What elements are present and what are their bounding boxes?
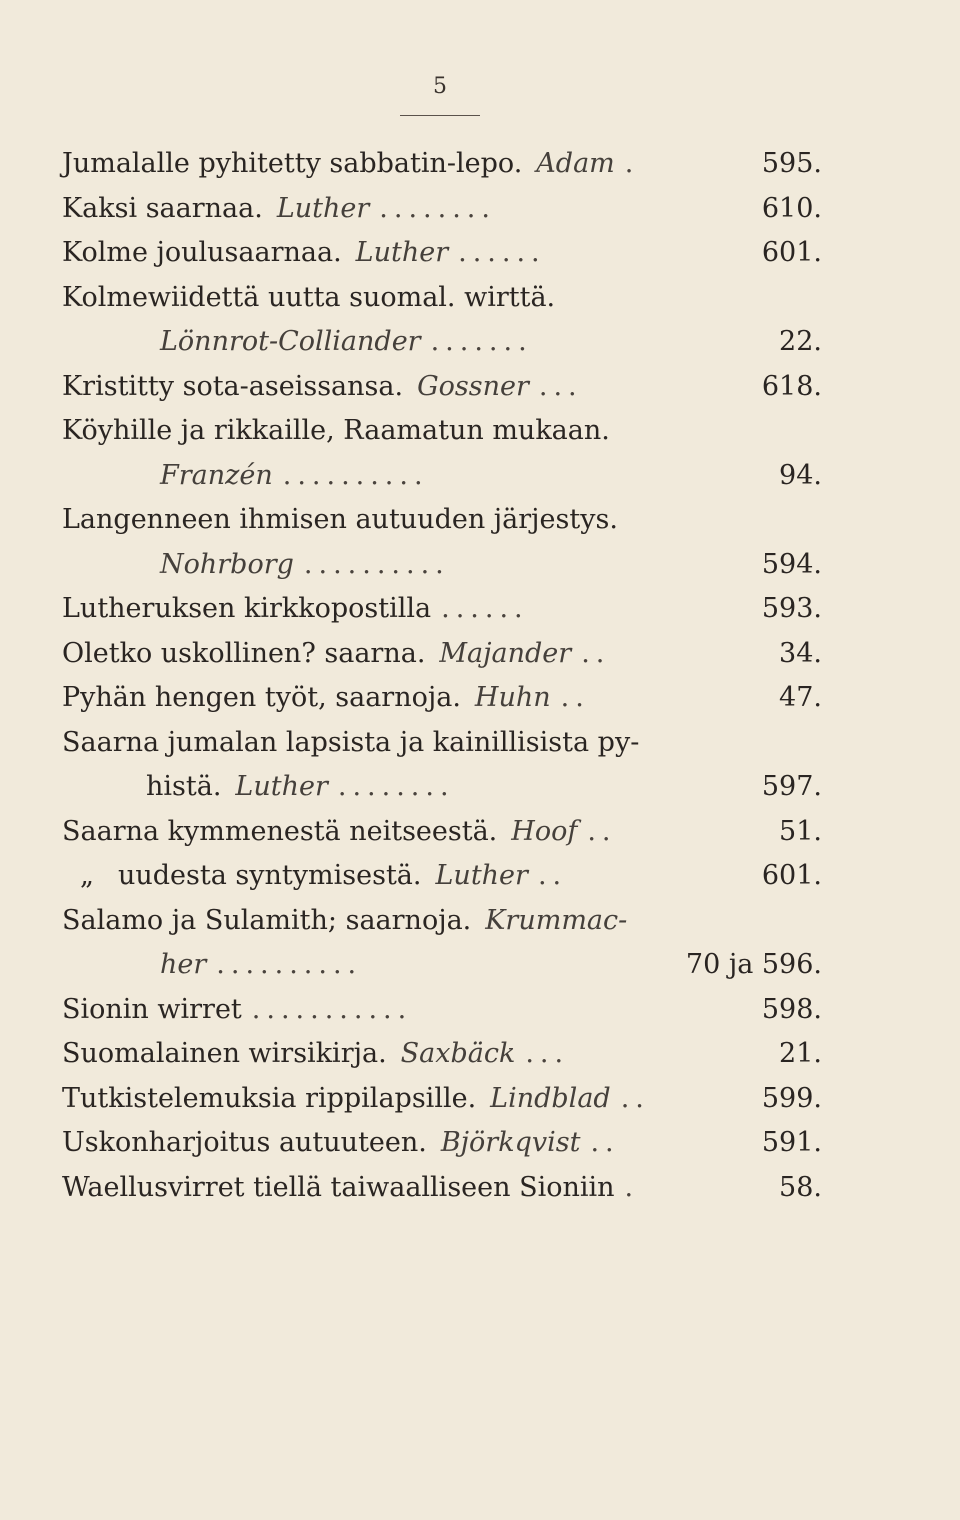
dot-leader: ...........	[251, 993, 413, 1025]
entry-title: histä.	[146, 771, 222, 802]
dot-leader: ..	[587, 815, 617, 847]
entry-page-number: 21.	[779, 1038, 822, 1069]
index-entry	[62, 320, 822, 365]
dot-leader: .......	[430, 326, 533, 357]
index-entry	[62, 721, 822, 766]
dot-leader: ..	[620, 1082, 650, 1114]
index-entry	[62, 409, 822, 454]
entry-author: Gossner	[417, 370, 529, 402]
entry-author: Nohrborg	[160, 548, 294, 580]
entry-page-number: 47.	[779, 682, 822, 713]
index-entry	[62, 276, 822, 321]
entry-author: Luther	[276, 192, 370, 224]
dot-leader: ........	[379, 192, 496, 224]
entry-title: Tutkistelemuksia rippilapsille.	[62, 1082, 477, 1114]
entry-title: Sionin wirret	[62, 993, 242, 1025]
entry-page-number: 618.	[761, 370, 822, 402]
dot-leader: .	[624, 148, 640, 179]
entry-page-number: 594.	[761, 548, 822, 580]
entry-page-number: 51.	[779, 815, 822, 847]
entry-page-number: 599.	[761, 1082, 822, 1114]
index-entry	[62, 365, 822, 410]
entry-title: Saarna jumalan lapsista ja kainillisista py-	[62, 726, 640, 758]
entry-page-number: 593.	[761, 593, 822, 624]
index-entry	[62, 810, 822, 855]
entry-author: Franzén	[160, 459, 273, 491]
entry-page-number: 94.	[779, 459, 822, 491]
entry-title: Kristitty sota-aseissansa.	[62, 370, 404, 402]
entry-title: Pyhän hengen työt, saarnoja.	[62, 682, 461, 713]
entry-author: her	[160, 949, 207, 980]
entry-page-number: 595.	[761, 148, 822, 179]
entry-author: Krummac-	[485, 904, 628, 936]
entry-page-number: 58.	[779, 1171, 822, 1203]
entry-title: Uskonharjoitus autuuteen.	[62, 1127, 427, 1158]
dot-leader: ...	[538, 370, 583, 402]
entry-author: Hoof	[511, 815, 578, 847]
entry-page-number: 601.	[761, 860, 822, 891]
dot-leader: ..	[560, 682, 590, 713]
entry-page-number: 610.	[761, 192, 822, 224]
entry-page-number: 601.	[761, 237, 822, 268]
dot-leader: ......	[458, 237, 546, 268]
entry-page-number: 70 ja 596.	[685, 949, 822, 980]
entry-title: Saarna kymmenestä neitseestä.	[62, 815, 498, 847]
entry-author: Luther	[235, 771, 328, 802]
entry-author: Adam	[536, 148, 615, 179]
entry-author: Huhn	[474, 682, 551, 713]
entry-title: Langenneen ihmisen autuuden järjestys.	[62, 504, 618, 535]
dot-leader: ..	[581, 637, 611, 669]
entry-title: uudesta syntymisestä.	[118, 860, 422, 891]
entry-title: Jumalalle pyhitetty sabbatin-lepo.	[62, 148, 523, 179]
dot-leader: ..........	[303, 548, 450, 580]
index-entry	[62, 543, 822, 588]
entry-title: Köyhille ja rikkaille, Raamatun mukaan.	[62, 415, 610, 446]
entry-title: Kolmewiidettä uutta suomal. wirttä.	[62, 281, 556, 313]
dot-leader: ..........	[282, 459, 429, 491]
header-rule	[400, 115, 480, 116]
entry-page-number: 591.	[761, 1127, 822, 1158]
index-entry	[62, 187, 822, 232]
entry-page-number: 598.	[761, 993, 822, 1025]
entry-title: Suomalainen wirsikirja.	[62, 1038, 387, 1069]
entry-title: Salamo ja Sulamith; saarnoja.	[62, 904, 472, 936]
index-entry	[62, 454, 822, 499]
entry-title: Oletko uskollinen? saarna.	[62, 637, 426, 669]
index-entry	[62, 943, 822, 988]
entry-page-number: 597.	[761, 771, 822, 802]
ditto-mark: „	[80, 860, 94, 891]
entry-author: Saxbäck	[400, 1038, 516, 1069]
index-entry	[62, 1032, 822, 1077]
dot-leader: ..........	[216, 949, 363, 980]
entry-author: Luther	[355, 237, 449, 268]
dot-leader: ........	[337, 771, 455, 802]
entry-author: Luther	[435, 860, 528, 891]
index-entry	[62, 142, 822, 187]
index-entry	[62, 632, 822, 677]
dot-leader: ..	[537, 860, 568, 891]
entry-page-number: 22.	[779, 326, 822, 357]
entry-author: Lindblad	[490, 1082, 611, 1114]
entry-title: Kolme joulusaarnaa.	[62, 237, 342, 268]
entry-author: Björkqvist	[440, 1127, 581, 1158]
entry-author: Lönnrot-Colliander	[160, 326, 421, 357]
index-entry	[62, 587, 822, 632]
index-entry	[62, 765, 822, 810]
dot-leader: .	[624, 1171, 640, 1203]
entry-page-number: 34.	[779, 637, 822, 669]
index-entry	[62, 1121, 822, 1166]
index-entry	[62, 676, 822, 721]
page-number: 5	[433, 74, 447, 99]
index-entry	[62, 1166, 822, 1211]
dot-leader: ......	[441, 593, 529, 624]
index-entry	[62, 854, 822, 899]
entry-author: Majander	[439, 637, 572, 669]
index-entry	[62, 1077, 822, 1122]
index-entry	[62, 988, 822, 1033]
index-list	[62, 142, 822, 1210]
index-entry	[62, 231, 822, 276]
index-entry	[62, 899, 822, 944]
dot-leader: ..	[590, 1127, 620, 1158]
dot-leader: ...	[525, 1038, 570, 1069]
entry-title: Kaksi saarnaa.	[62, 192, 263, 224]
index-entry	[62, 498, 822, 543]
entry-title: Lutheruksen kirkkopostilla	[62, 593, 432, 624]
entry-title: Waellusvirret tiellä taiwaalliseen Sioniin	[62, 1171, 615, 1203]
